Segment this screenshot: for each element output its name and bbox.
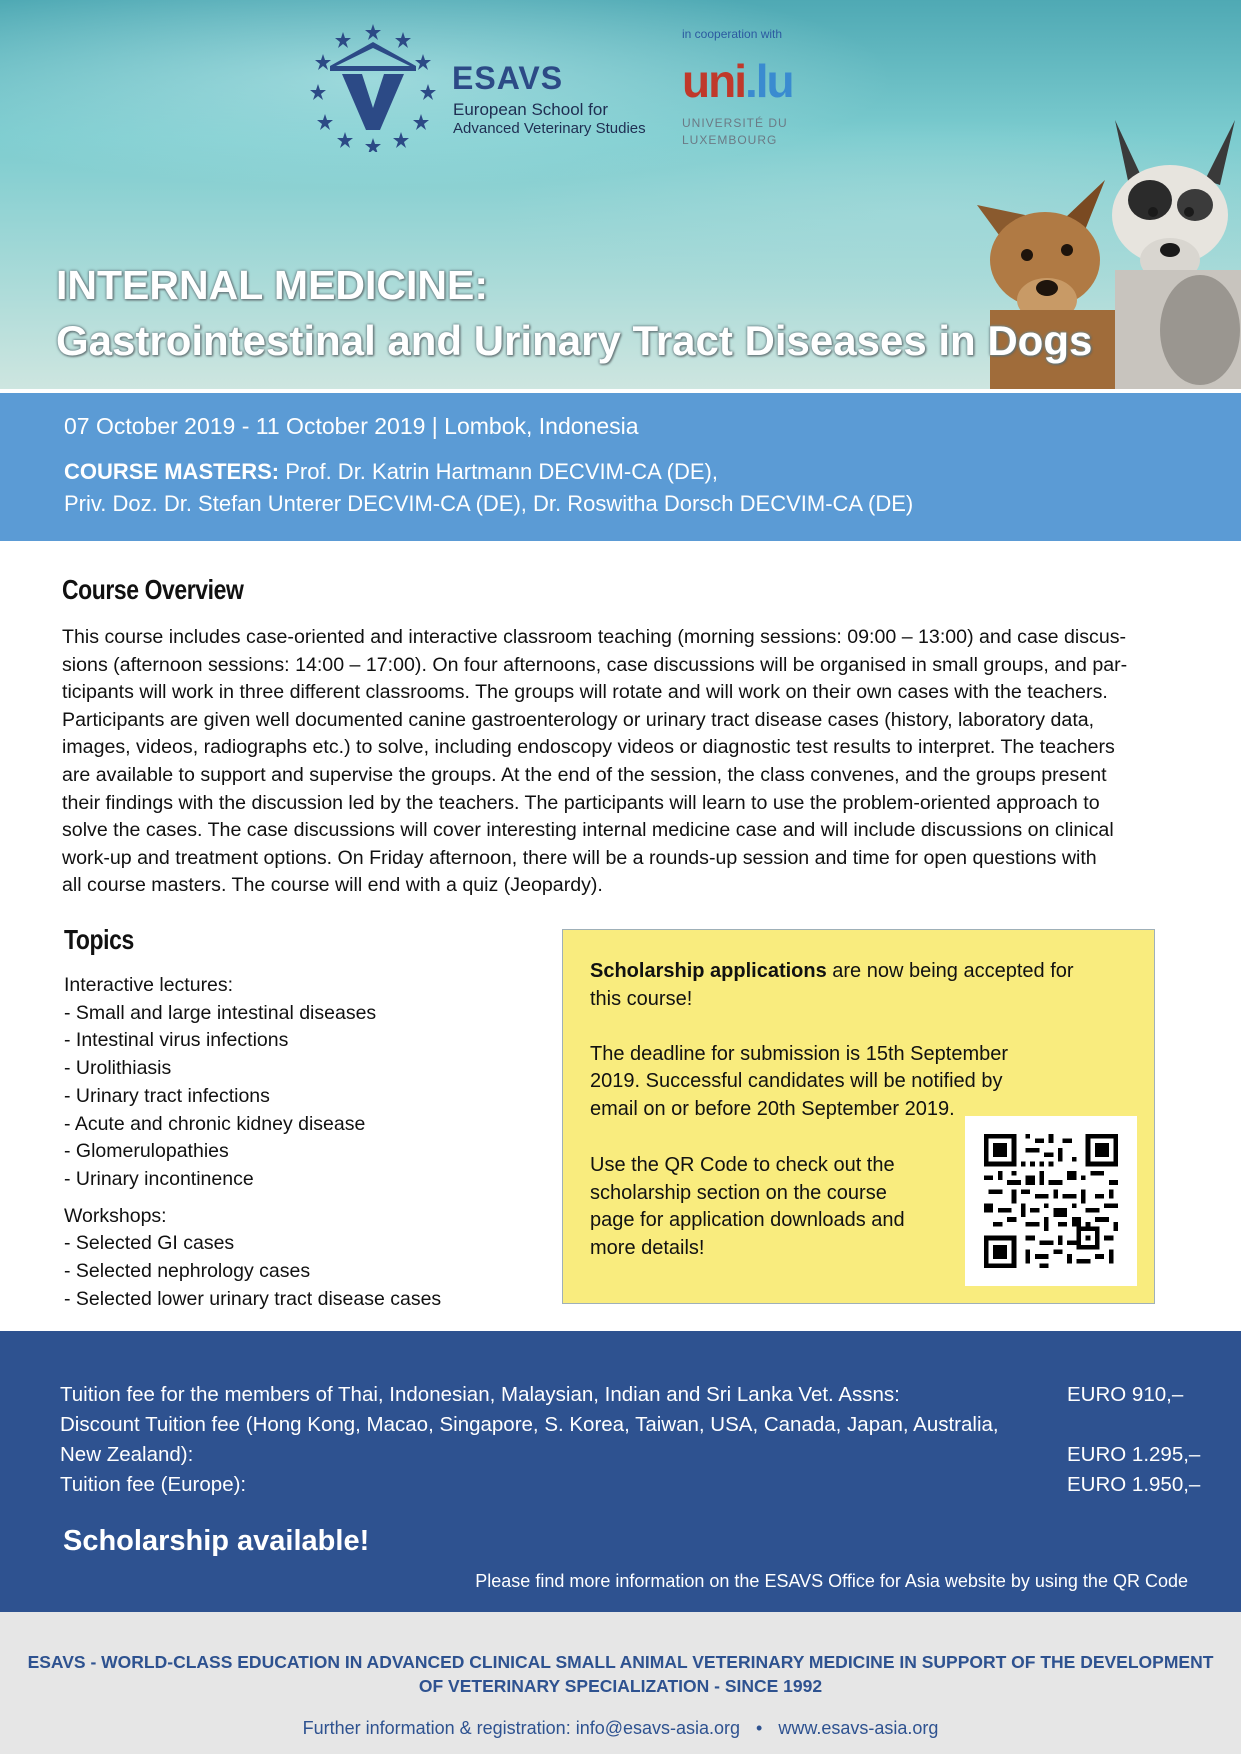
fee-row-discount-label: Discount Tuition fee (Hong Kong, Macao, Singapore, S. Korea, Taiwan, USA, Canada, Japan, Australia, [60,1413,999,1436]
course-title-line2: Gastrointestinal and Urinary Tract Diseases in Dogs [56,317,1093,364]
list-item: - Urolithiasis [64,1057,172,1080]
scholarship-intro-rest: are now being accepted for this course! [590,960,1074,1010]
overview-line: sions (afternoon sessions: 14:00 – 17:00). On four afternoons, case discussions will be organised in small groups, and par- [62,653,1128,676]
uni-logo-part-a: uni [682,55,745,107]
qr-code-icon [984,1134,1118,1268]
overview-line: work-up and treatment options. On Friday afternoon, there will be a rounds-up session and time for open questions with [62,846,1097,869]
list-item: - Urinary incontinence [64,1167,254,1190]
esavs-wordmark: ESAVS [452,60,564,96]
lectures-label: Interactive lectures: [64,974,234,996]
overview-heading: Course Overview [62,574,244,605]
list-item: - Intestinal virus infections [64,1029,289,1052]
topics-heading: Topics [64,924,134,955]
footer-tagline-line1: ESAVS - WORLD-CLASS EDUCATION IN ADVANCED CLINICAL SMALL ANIMAL VETERINARY MEDICINE IN SUPPORT OF THE DEVELOPMENT [27,1652,1214,1672]
footer-contact [0,1718,1241,1739]
scholarship-qr-text: Use the QR Code to check out the scholarship section on the course page for application downloads and more details! [590,1154,905,1259]
scholarship-deadline: The deadline for submission is 15th September 2019. Successful candidates will be notified by email on or before 20th September 2019. [590,1042,1009,1120]
overview-line: all course masters. The course will end with a quiz (Jeopardy). [62,874,603,897]
fee-row-asia-amount: EURO 910,– [1067,1383,1184,1406]
course-dates-location: 07 October 2019 - 11 October 2019 | Lombok, Indonesia [64,413,639,439]
spacer [64,1194,544,1203]
scholarship-available-heading: Scholarship available! [63,1525,370,1557]
esavs-logo [308,22,688,152]
course-masters-line2: Priv. Doz. Dr. Stefan Unterer DECVIM-CA (DE), Dr. Roswitha Dorsch DECVIM-CA (DE) [64,491,914,516]
university-name-line2: LUXEMBOURG [682,133,778,147]
uni-logo-part-b: .lu [744,55,793,107]
scholarship-bold: Scholarship applications [590,960,827,982]
contact-email-link[interactable]: Further information & registration: info@esavs-asia.org [302,1718,741,1738]
overview-line: images, videos, radiographs etc.) to solve, including endoscopy videos or diagnostic test results to interpret. The teachers [62,736,1115,759]
uni-lu-logo [682,55,793,107]
overview-body [62,624,1162,900]
scholarship-intro [590,958,1110,1013]
footer-tagline-line2: OF VETERINARY SPECIALIZATION - SINCE 1992 [418,1676,823,1696]
fee-row-discount-amount: EURO 1.295,– [1067,1443,1201,1466]
course-masters-names1: Prof. Dr. Katrin Hartmann DECVIM-CA (DE), [279,459,718,484]
fee-row-europe-label: Tuition fee (Europe): [60,1473,247,1496]
tuition-fees-band [0,1331,1241,1612]
workshops-label: Workshops: [64,1204,167,1227]
fee-row-asia-label: Tuition fee for the members of Thai, Indonesian, Malaysian, Indian and Sri Lanka Vet. Assns: [60,1383,900,1406]
overview-line: their findings with the discussion led by the teachers. The participants will learn to use the problem-oriented approach to [62,791,1100,814]
overview-line: are available to support and supervise the groups. At the end of the session, the class convenes, and the groups present [62,763,1107,786]
university-name-line1: UNIVERSITÉ DU [682,116,788,130]
list-item: - Selected nephrology cases [64,1260,311,1283]
topics-list [64,972,544,1313]
overview-line: This course includes case-oriented and interactive classroom teaching (morning sessions: 09:00 – 13:00) and case discus- [62,626,1127,648]
fee-row-discount-label-cont: New Zealand): [60,1443,194,1466]
qr-code[interactable] [965,1116,1137,1286]
scholarship-box [562,929,1155,1304]
list-item: - Small and large intestinal diseases [64,1001,377,1024]
hero-banner [0,0,1241,393]
list-item: - Selected GI cases [64,1232,235,1255]
footer-tagline [0,1650,1241,1698]
separator-dot: • [756,1718,763,1738]
list-item: - Acute and chronic kidney disease [64,1112,366,1135]
course-title-line1: INTERNAL MEDICINE: [56,262,489,308]
fee-row-europe-amount: EURO 1.950,– [1067,1473,1201,1496]
cooperation-label: in cooperation with [682,27,783,41]
more-info-text: Please find more information on the ESAVS Office for Asia website by using the QR Code [475,1571,1188,1591]
course-info-band [0,393,1241,541]
overview-line: ticipants will work in three different classrooms. The groups will rotate and will work on their own cases with the teachers. [62,681,1108,704]
overview-line: Participants are given well documented canine gastroenterology or urinary tract disease cases (history, laboratory data, [62,708,1095,731]
course-masters-line1 [64,459,718,485]
esavs-subtitle-line2: Advanced Veterinary Studies [453,120,646,137]
esavs-subtitle-line1: European School for [453,100,608,119]
list-item: - Selected lower urinary tract disease cases [64,1287,442,1310]
esavs-emblem-icon [308,22,438,152]
list-item: - Urinary tract infections [64,1084,270,1107]
list-item: - Glomerulopathies [64,1140,229,1163]
footer [0,1612,1241,1754]
course-masters-label: COURSE MASTERS: [64,459,280,484]
website-link[interactable]: www.esavs-asia.org [778,1718,939,1738]
overview-line: solve the cases. The case discussions will cover interesting internal medicine case and will include discussions on clinical [62,819,1114,842]
